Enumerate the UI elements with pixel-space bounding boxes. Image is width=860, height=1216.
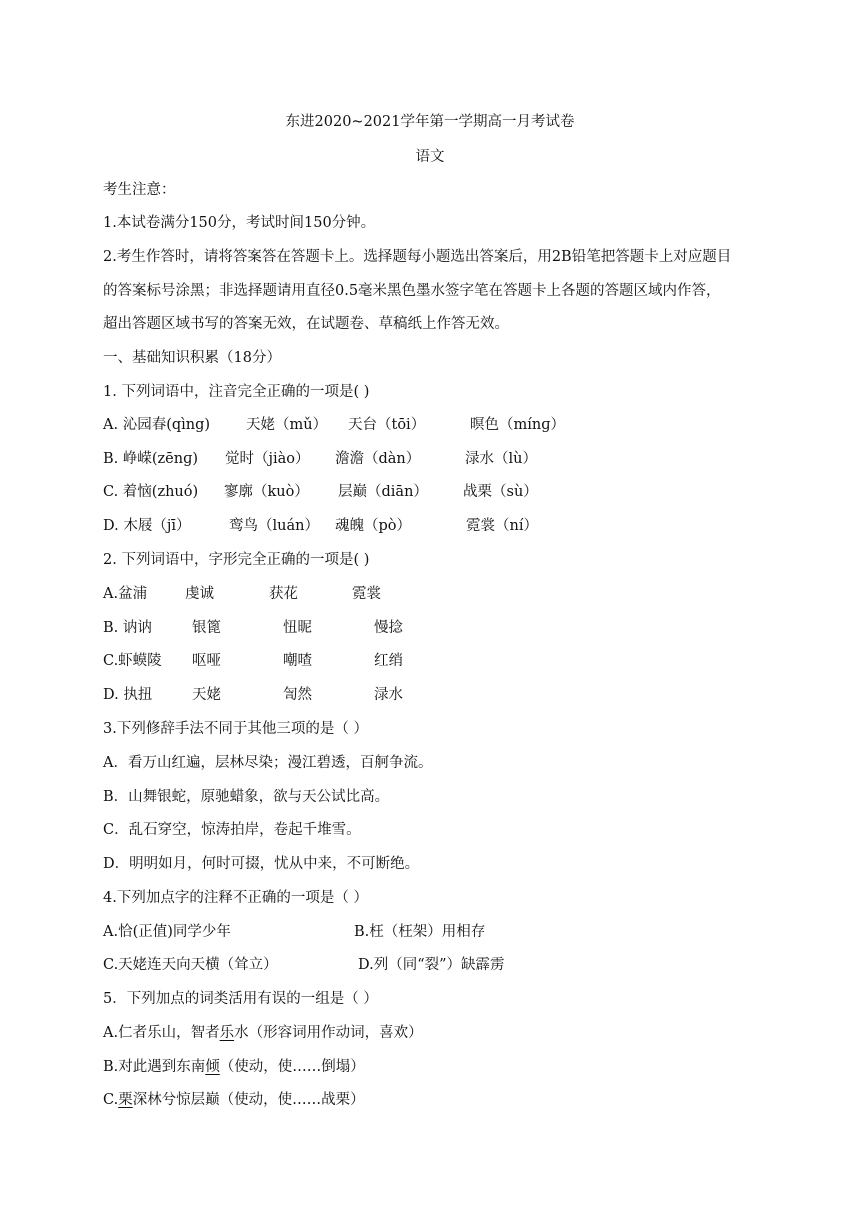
exam-subject: 语文 [415,149,445,165]
notice-item: 2.考生作答时，请将答案答在答题卡上。选择题每小题选出答案后，用2B铅笔把答题卡上对应题目 [103,249,732,265]
notice-item: 的答案标号涂黑；非选择题请用直径0.5毫米黑色墨水签字笔在答题卡上各题的答题区域内作答， [103,283,721,299]
question-stem: 5．下列加点的词类活用有误的一组是（ ） [103,991,378,1007]
question-stem: 1. 下列词语中，注音完全正确的一项是( ) [103,384,370,400]
question-stem: 2. 下列词语中，字形完全正确的一项是( ) [103,552,370,568]
question-stem: 3.下列修辞手法不同于其他三项的是（ ） [103,721,368,737]
option-row: D．明明如月，何时可掇，忧从中来，不可断绝。 [103,856,420,872]
question-stem: 4.下列加点字的注释不正确的一项是（ ） [103,890,368,906]
notice-item: 超出答题区域书写的答案无效，在试题卷、草稿纸上作答无效。 [103,316,509,332]
option-row: A．看万山红遍，层林尽染；漫江碧透，百舸争流。 [103,755,433,771]
marked-word: 栗 [118,1092,133,1108]
exam-title: 东进2020~2021学年第一学期高一月考试卷 [285,114,575,130]
section-title: 一、基础知识积累（18分） [103,350,281,366]
notice-label: 考生注意： [103,182,176,198]
marked-word: 倾 [205,1059,220,1075]
option-row: A.仁者乐山，智者乐水（形容词用作动词，喜欢） [103,1025,423,1041]
option-row: B．山舞银蛇，原驰蜡象，欲与天公试比高。 [103,789,390,805]
option-row: C．乱石穿空，惊涛拍岸，卷起千堆雪。 [103,822,361,838]
exam-page: 东进2020~2021学年第一学期高一月考试卷 语文 考生注意： 1.本试卷满分150分，考试时间150分钟。 2.考生作答时，请将答案答在答题卡上。选择题每小题选出答案后，用2B铅笔把答题卡上对应题目 的答案标号涂黑；非选择题请用直径0.5毫米黑色墨水签字笔在答题卡上各题的答题区域内作答， 超出答题区域书写的答案无效，在试题卷、草稿纸上作答无效。 一、基础知识积累（18分） 1. 下列词语中，注音完全正确的一项是( ) A. 沁园春(qìng) 天姥（mǔ） 天台（tōi） 暝色（mínɡ） B. 峥嵘(zēnɡ) 觉时（jiào） 澹澹（dàn） 渌水（lù） C. 着恼(zhuó) 寥廓（kuò） 层巅（diān） 战栗（sù） D. 木屐（jī） 鸾鸟（luán） 魂魄（pò） 霓裳（ní） 2. 下列词语中，字形完全正确的一项是( ) A.盆浦 虔诚 获花 霓裳 B. 讷讷 银篦 忸昵 慢捻 C.虾蟆陵 呕哑 嘲喳 红绡 D. 执扭 天姥 訇然 渌水 3.下列修辞手法不同于其他三项的是（ ） A．看万山红遍，层林尽染；漫江碧透，百舸争流。 B．山舞银蛇，原驰蜡象，欲与天公试比高。 C．乱石穿空，惊涛拍岸，卷起千堆雪。 D．明明如月，何时可掇，忧从中来，不可断绝。 4.下列加点字的注释不正确的一项是（ ） A.恰(正值)同学少年 B.枉（枉架）用相存 C.天姥连天向天横（耸立） D.列（同“裂”）缺霹雳 5．下列加点的词类活用有误的一组是（ ） A.仁者乐山，智者乐水（形容词用作动词，喜欢） B.对此遇到东南倾（使动，使……倒塌） C.栗深林兮惊层巅（使动，使……战栗） [0,0,860,1216]
option-row: C.栗深林兮惊层巅（使动，使……战栗） [103,1092,365,1108]
option-row: B.对此遇到东南倾（使动，使……倒塌） [103,1059,365,1075]
notice-item: 1.本试卷满分150分，考试时间150分钟。 [103,215,376,231]
marked-word: 乐 [219,1025,235,1041]
